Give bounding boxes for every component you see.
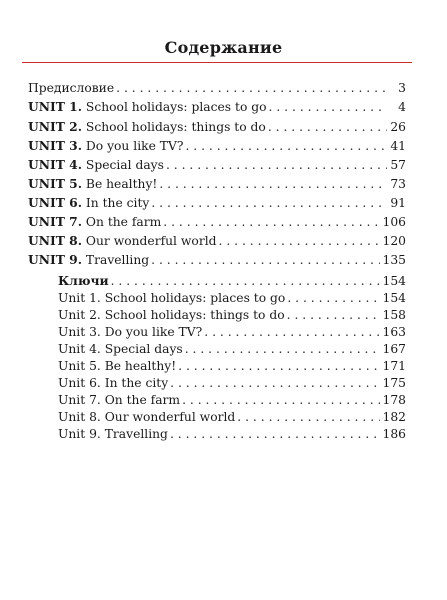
toc-entry-unit-7[interactable] — [28, 214, 406, 230]
toc-entry-label: Unit 5. Be healthy! — [58, 359, 177, 373]
toc-entry-label: Unit 9. Travelling — [58, 427, 168, 441]
leader-dots — [287, 307, 380, 323]
leader-dots — [170, 375, 379, 391]
toc-entry-page: 120 — [382, 234, 406, 248]
unit-number: UNIT 3. — [28, 138, 82, 153]
toc-entry-label — [28, 252, 149, 268]
toc-entry-unit-1[interactable] — [28, 99, 406, 115]
leader-dots — [111, 273, 380, 289]
toc-entry-page: 178 — [382, 393, 406, 407]
toc-entry-unit-9[interactable] — [28, 252, 406, 268]
toc-entry-page: 154 — [382, 291, 406, 305]
leader-dots — [185, 138, 387, 154]
unit-number: UNIT 6. — [28, 195, 82, 210]
toc-entry-page: 3 — [398, 81, 406, 95]
leader-dots — [269, 99, 387, 115]
toc-entry-unit-5[interactable] — [28, 176, 406, 192]
toc-entry-page: 106 — [382, 215, 406, 229]
toc-entry-label — [28, 157, 164, 173]
toc-key-entry-9[interactable] — [58, 426, 406, 442]
leader-dots — [219, 233, 380, 249]
unit-number: UNIT 9. — [28, 252, 82, 267]
leader-dots — [204, 324, 379, 340]
unit-title: On the farm — [82, 215, 162, 229]
toc-entry-label: Unit 1. School holidays: places to go — [58, 291, 286, 305]
toc-key-entry-6[interactable] — [58, 375, 406, 391]
toc-entry-unit-3[interactable] — [28, 138, 406, 154]
toc-entry-page: 73 — [390, 177, 406, 191]
leader-dots — [182, 392, 379, 408]
toc-entry-preface[interactable] — [28, 80, 406, 96]
leader-dots — [178, 358, 379, 374]
toc-entry-label — [28, 214, 161, 230]
unit-title: School holidays: things to do — [82, 120, 266, 134]
leader-dots — [151, 195, 387, 211]
leader-dots — [166, 157, 387, 173]
toc-entry-label: Unit 8. Our wonderful world — [58, 410, 236, 424]
toc-entry-page: 158 — [382, 308, 406, 322]
toc-entry-page: 26 — [390, 120, 406, 134]
toc-entry-label: Unit 3. Do you like TV? — [58, 325, 203, 339]
leader-dots — [163, 214, 379, 230]
unit-title: Do you like TV? — [82, 139, 184, 153]
leader-dots — [151, 252, 379, 268]
keys-heading: Ключи — [58, 273, 109, 288]
unit-number: UNIT 8. — [28, 233, 82, 248]
toc-entry-page: 167 — [382, 342, 406, 356]
leader-dots — [287, 290, 379, 306]
toc-entry-page: 163 — [382, 325, 406, 339]
unit-title: Special days — [82, 158, 164, 172]
leader-dots — [159, 176, 387, 192]
toc-entry-page: 41 — [390, 139, 406, 153]
toc-entry-unit-4[interactable] — [28, 157, 406, 173]
toc-entry-unit-8[interactable] — [28, 233, 406, 249]
toc-entry-page: 171 — [382, 359, 406, 373]
toc-entry-unit-2[interactable] — [28, 119, 406, 135]
toc-entry-label — [58, 273, 109, 289]
unit-number: UNIT 7. — [28, 214, 82, 229]
unit-title: Be healthy! — [82, 177, 158, 191]
page-title: Содержание — [164, 38, 283, 57]
toc-key-entry-2[interactable] — [58, 307, 406, 323]
toc-entry-label — [28, 99, 267, 115]
toc-entry-label — [28, 176, 157, 192]
toc-entry-label: Unit 2. School holidays: things to do — [58, 308, 285, 322]
toc-entry-page: 154 — [382, 274, 406, 288]
leader-dots — [268, 119, 387, 135]
unit-number: UNIT 5. — [28, 176, 82, 191]
toc-entry-page: 91 — [390, 196, 406, 210]
unit-number: UNIT 1. — [28, 99, 82, 114]
toc-key-entry-1[interactable] — [58, 290, 406, 306]
unit-number: UNIT 2. — [28, 119, 82, 134]
toc-entry-page: 57 — [390, 158, 406, 172]
toc-entry-label: Unit 4. Special days — [58, 342, 183, 356]
unit-number: UNIT 4. — [28, 157, 82, 172]
toc-entry-label: Unit 7. On the farm — [58, 393, 181, 407]
toc-key-entry-4[interactable] — [58, 341, 406, 357]
toc-entry-label — [28, 119, 266, 135]
toc-entry-label — [28, 233, 217, 249]
toc-entry-page: 182 — [382, 410, 406, 424]
leader-dots — [237, 409, 379, 425]
toc-entry-unit-6[interactable] — [28, 195, 406, 211]
toc-key-entry-8[interactable] — [58, 409, 406, 425]
toc-key-entry-5[interactable] — [58, 358, 406, 374]
leader-dots — [185, 341, 380, 357]
unit-title: In the city — [82, 196, 150, 210]
toc-key-entry-3[interactable] — [58, 324, 406, 340]
toc-entry-label: Unit 6. In the city — [58, 376, 169, 390]
unit-title: School holidays: places to go — [82, 100, 267, 114]
toc-entry-page: 186 — [382, 427, 406, 441]
toc-entry-label — [28, 138, 183, 154]
unit-title: Our wonderful world — [82, 234, 217, 248]
toc-entry-page: 135 — [382, 253, 406, 267]
toc-entry-label — [28, 195, 149, 211]
toc-entry-label: Предисловие — [28, 81, 115, 95]
unit-title: Travelling — [82, 253, 150, 267]
toc-key-entry-7[interactable] — [58, 392, 406, 408]
leader-dots — [116, 80, 387, 96]
toc-entry-keys[interactable] — [58, 273, 406, 289]
toc-entry-page: 4 — [398, 100, 406, 114]
leader-dots — [170, 426, 380, 442]
toc-entry-page: 175 — [382, 376, 406, 390]
